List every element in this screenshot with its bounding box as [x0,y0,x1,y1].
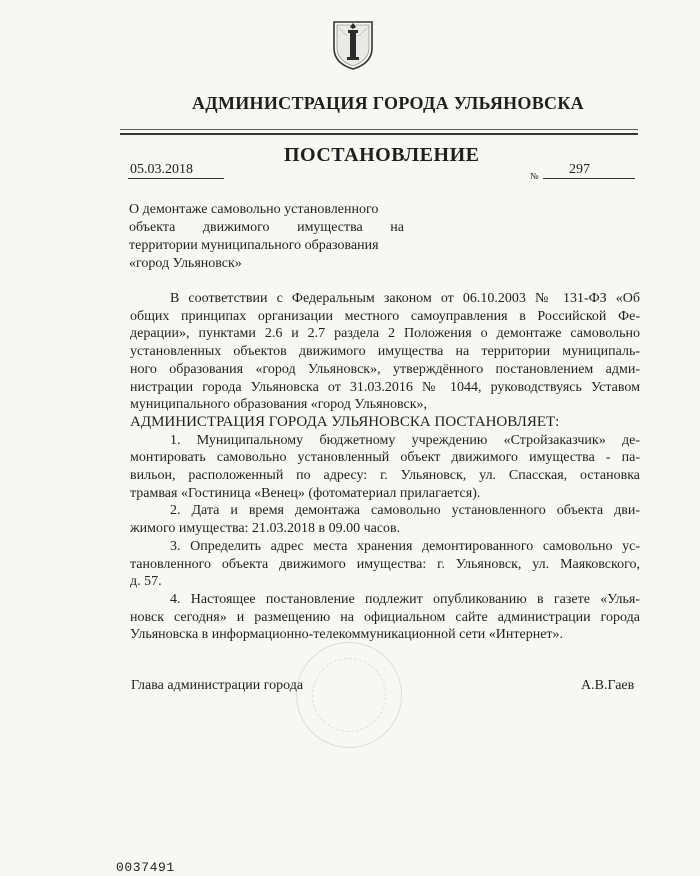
body-line: нистрации города Ульяновска от 31.03.2016 № 1044, руководствуясь Уставом [130,379,640,395]
stamp-seal-inner [312,658,386,732]
body-line: муниципального образования «город Ульяновск», [130,397,428,413]
signatory-role: Глава администрации города [131,678,304,693]
body-line: 4. Настоящее постановление подлежит опубликованию в газете «Улья- [170,591,640,607]
document-number: 297 [543,162,635,179]
document-type: ПОСТАНОВЛЕНИЕ [284,144,480,166]
body-line: ного образования «город Ульяновск», утверждённого постановлением адми- [130,361,640,377]
subject-line: «город Ульяновск» [129,256,242,271]
document-subject [129,201,404,273]
document-date: 05.03.2018 [128,162,224,179]
header-rule-thick [120,133,638,135]
document-body [130,290,640,644]
administration-title: АДМИНИСТРАЦИЯ ГОРОДА УЛЬЯНОВСКА [191,93,584,113]
resolution-heading: АДМИНИСТРАЦИЯ ГОРОДА УЛЬЯНОВСКА ПОСТАНОВЛЯЕТ: [130,413,560,430]
number-mark: № [530,171,539,181]
body-line: д. 57. [130,574,162,590]
signatory-name: А.В.Гаев [581,678,635,693]
body-line: трамвая «Гостиница «Венец» (фотоматериал прилагается). [130,485,481,501]
body-line: монтировать самовольно установленный объект движимого имущества - па- [130,450,640,466]
body-line: тановленного объекта движимого имущества: г. Ульяновск, ул. Маяковского, [130,556,640,572]
subject-line: территории муниципального образования [129,238,379,253]
body-line: дерации», пунктами 2.6 и 2.7 раздела 2 Положения о демонтаже самовольно [130,326,640,342]
city-coat-of-arms-icon [331,18,375,70]
form-serial-number: 0037491 [116,860,175,875]
subject-line: О демонтаже самовольно установленного [129,202,379,217]
body-line: общих принципах организации местного самоуправления в Российской Фе- [130,308,640,324]
body-line: 2. Дата и время демонтажа самовольно установленного объекта дви- [170,503,640,519]
body-line: В соответствии с Федеральным законом от 06.10.2003 № 131-ФЗ «Об [170,291,640,306]
body-line: вильон, расположенный по адресу: г. Ульяновск, ул. Спасская, остановка [130,468,640,484]
body-line: установленных объектов движимого имущества на территории муниципаль- [130,344,640,360]
body-line: Ульяновска в информационно-телекоммуникационной сети «Интернет». [130,627,564,643]
body-line: 1. Муниципальному бюджетному учреждению «Стройзаказчик» де- [170,432,640,448]
body-line: новск сегодня» и размещению на официальном сайте администрации города [130,609,640,625]
body-line: жимого имущества: 21.03.2018 в 09.00 часов. [130,521,401,537]
body-line: 3. Определить адрес места хранения демонтированного самовольно ус- [170,538,640,554]
header-rule-thin [120,129,638,130]
subject-line: объекта движимого имущества на [129,220,404,235]
